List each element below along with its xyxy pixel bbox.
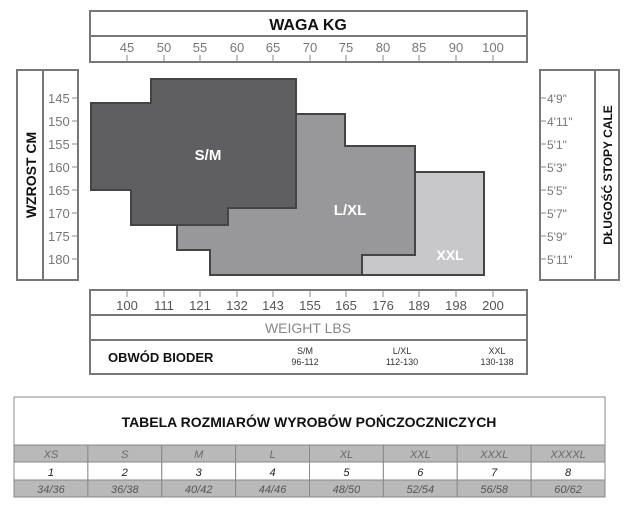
lbs-tick-label: 121 xyxy=(189,298,211,313)
table-cell-text: XXXXL xyxy=(550,449,586,461)
bioder-title: OBWÓD BIODER xyxy=(108,350,214,365)
wzrost-title: WZROST CM xyxy=(23,131,39,219)
size-table xyxy=(14,445,605,497)
waga-tick-label: 70 xyxy=(302,40,318,55)
table-cell-text: 56/58 xyxy=(480,484,508,496)
lbs-tick-label: 189 xyxy=(408,298,430,313)
waga-tick-label: 60 xyxy=(229,40,245,55)
wzrost-tick-label: 170 xyxy=(48,206,70,221)
region-sm xyxy=(91,79,296,225)
waga-tick-label: 90 xyxy=(448,40,464,55)
stopa-tick-label: 5'1" xyxy=(547,138,567,152)
bioder-xxl-size: XXL xyxy=(488,346,506,356)
label-sm: S/M xyxy=(194,147,222,164)
table-cell-text: S xyxy=(121,449,129,461)
table-cell-text: 44/46 xyxy=(258,484,287,496)
table-cell-text: XXL xyxy=(409,449,431,461)
bioder-sm-range: 96-112 xyxy=(291,357,319,367)
lbs-tick-label: 176 xyxy=(372,298,394,313)
stopa-tick-label: 4'11" xyxy=(547,115,573,129)
waga-tick-label: 100 xyxy=(482,40,504,55)
lbs-tick-label: 132 xyxy=(226,298,248,313)
lbs-tick-label: 200 xyxy=(482,298,504,313)
table-cell-text: 48/50 xyxy=(332,484,361,496)
table-cell-text: 52/54 xyxy=(406,484,435,496)
table-cell-text: 1 xyxy=(47,467,54,479)
wzrost-tick-label: 175 xyxy=(48,229,70,244)
label-lxl: L/XL xyxy=(333,202,367,219)
waga-tick-label: 55 xyxy=(192,40,208,55)
table-cell-text: M xyxy=(194,449,204,461)
table-cell-text: 34/36 xyxy=(37,484,65,496)
stopa-title: DŁUGOŚĆ STOPY CALE xyxy=(601,105,615,245)
waga-tick-label: 75 xyxy=(338,40,354,55)
table-title: TABELA ROZMIARÓW WYROBÓW POŃCZOCZNICZYCH xyxy=(121,414,497,430)
table-cell-text: 2 xyxy=(121,467,128,479)
table-cell-text: 36/38 xyxy=(111,484,139,496)
lbs-tick-label: 165 xyxy=(335,298,357,313)
lbs-tick-label: 143 xyxy=(262,298,284,313)
bioder-sm-size: S/M xyxy=(296,346,314,356)
lbs-title: WEIGHT LBS xyxy=(264,320,352,336)
table-cell-text: 40/42 xyxy=(184,484,213,496)
wzrost-tick-label: 165 xyxy=(48,183,70,198)
lbs-tick-label: 100 xyxy=(116,298,138,313)
wzrost-tick-label: 150 xyxy=(48,114,70,129)
waga-tick-label: 85 xyxy=(411,40,427,55)
table-cell-text: 5 xyxy=(343,467,350,479)
stopa-tick-label: 5'9" xyxy=(547,230,567,244)
table-cell-text: 6 xyxy=(417,467,424,479)
bioder-xxl-range: 130-138 xyxy=(480,357,514,367)
lbs-tick-label: 198 xyxy=(445,298,467,313)
waga-tick-label: 65 xyxy=(265,40,281,55)
table-cell-text: XXXL xyxy=(480,449,509,461)
wzrost-tick-label: 145 xyxy=(48,91,70,106)
table-cell-text: L xyxy=(269,449,276,461)
stopa-tick-label: 4'9" xyxy=(547,92,567,106)
lbs-tick-label: 155 xyxy=(299,298,321,313)
table-cell-text: 8 xyxy=(565,467,572,479)
table-cell-text: XL xyxy=(339,449,354,461)
wzrost-tick-label: 180 xyxy=(48,252,70,267)
stopa-tick-label: 5'7" xyxy=(547,207,567,221)
stopa-tick-label: 5'11" xyxy=(547,253,573,267)
wzrost-tick-label: 155 xyxy=(48,137,70,152)
wzrost-tick-label: 160 xyxy=(48,160,70,175)
stopa-tick-label: 5'3" xyxy=(547,161,567,175)
waga-tick-label: 80 xyxy=(375,40,391,55)
table-cell-text: 3 xyxy=(195,467,202,479)
waga-title: WAGA KG xyxy=(269,17,347,34)
lbs-tick-label: 111 xyxy=(154,298,174,313)
waga-tick-label: 45 xyxy=(119,40,135,55)
table-cell-text: 7 xyxy=(491,467,498,479)
waga-tick-label: 50 xyxy=(156,40,172,55)
table-cell-text: 60/62 xyxy=(554,484,582,496)
table-cell-text: XS xyxy=(43,449,59,461)
stopa-tick-label: 5'5" xyxy=(547,184,567,198)
bioder-lxl-range: 112-130 xyxy=(385,357,419,367)
label-xxl: XXL xyxy=(436,247,464,263)
table-cell-text: 4 xyxy=(269,467,276,479)
bioder-lxl-size: L/XL xyxy=(392,346,412,356)
